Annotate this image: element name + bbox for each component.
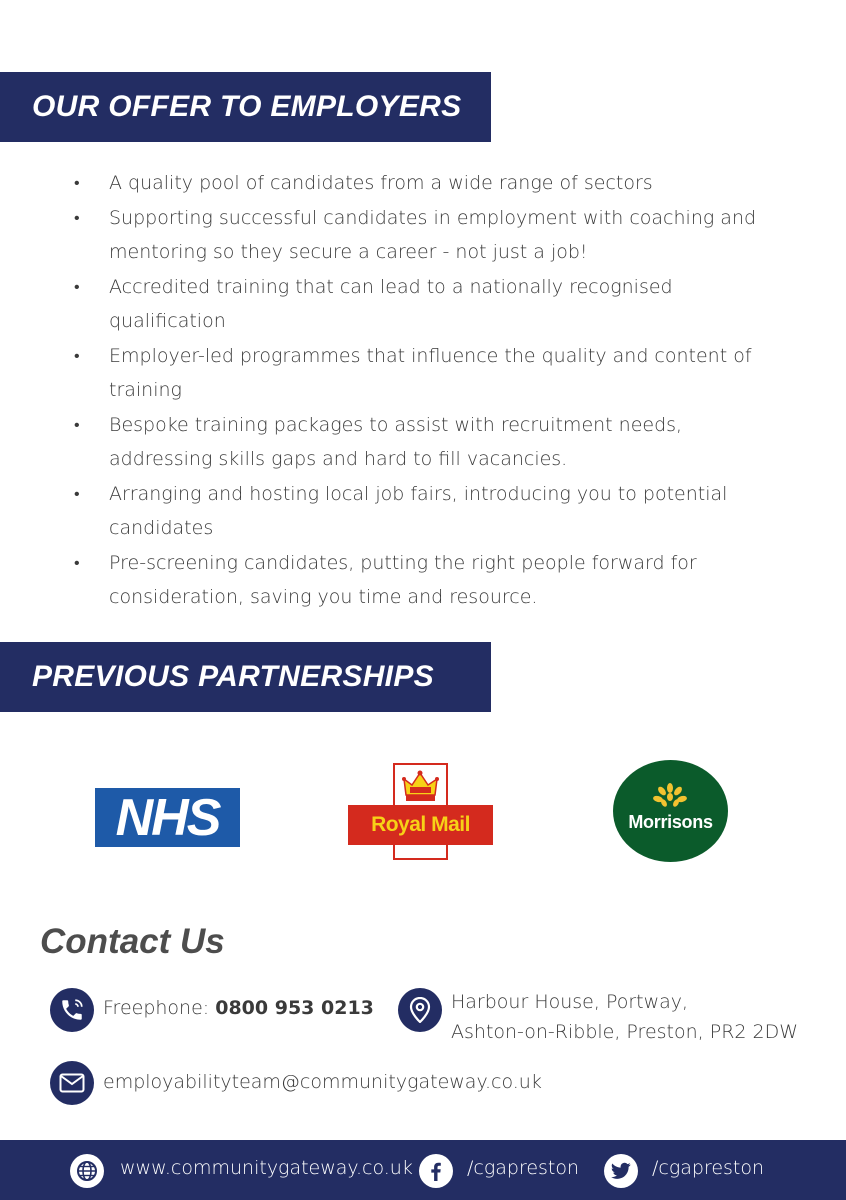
bullet-icon: • (74, 207, 80, 227)
map-pin-icon (398, 988, 442, 1032)
contact-title: Contact Us (40, 922, 225, 961)
email-address[interactable]: employabilityteam@communitygateway.co.uk (103, 1071, 542, 1093)
bullet-icon: • (74, 483, 80, 503)
offer-item-line: consideration, saving you time and resource. (109, 586, 538, 608)
phone-line (103, 997, 374, 1019)
offer-item-line: Employer-led programmes that influence the quality and content of (109, 344, 752, 367)
offer-heading: OUR OFFER TO EMPLOYERS (32, 90, 462, 123)
partners-heading: PREVIOUS PARTNERSHIPS (32, 660, 434, 693)
offer-list-item (70, 408, 790, 477)
globe-icon (70, 1154, 104, 1188)
royal-mail-logo-text: Royal Mail (371, 813, 470, 836)
bullet-icon: • (74, 552, 80, 572)
footer-website[interactable]: www.communitygateway.co.uk (120, 1157, 413, 1179)
phone-number[interactable]: 0800 953 0213 (215, 997, 374, 1019)
offer-item-line: A quality pool of candidates from a wide range of sectors (109, 172, 653, 194)
footer-twitter-handle[interactable]: /cgapreston (652, 1157, 765, 1179)
wheat-flower-icon (653, 782, 687, 812)
address-line-2: Ashton-on-Ribble, Preston, PR2 2DW (451, 1021, 799, 1043)
bullet-icon: • (74, 173, 80, 192)
nhs-logo-text: NHS (115, 788, 220, 847)
partners-heading-banner (0, 642, 491, 712)
morrisons-logo-text: Morrisons (628, 812, 713, 832)
offer-item-line: addressing skills gaps and hard to fill vacancies. (109, 448, 568, 470)
offer-list-item (70, 270, 790, 339)
email-icon (50, 1061, 94, 1105)
offer-list (70, 166, 790, 615)
crown-icon (400, 769, 441, 803)
nhs-logo (95, 788, 240, 847)
offer-list-item (70, 546, 790, 615)
offer-item-line: candidates (109, 517, 214, 539)
offer-list-item (70, 477, 790, 546)
offer-item-line: Supporting successful candidates in employment with coaching and (109, 206, 757, 229)
phone-label: Freephone: (103, 997, 210, 1019)
facebook-icon[interactable] (419, 1154, 453, 1188)
offer-list-item (70, 166, 790, 201)
bullet-icon: • (74, 276, 80, 296)
offer-list-item (70, 201, 790, 270)
offer-item-line: Pre-screening candidates, putting the right people forward for (109, 551, 697, 574)
royal-mail-logo (348, 763, 493, 860)
morrisons-logo (613, 760, 728, 862)
offer-item-line: Bespoke training packages to assist with recruitment needs, (109, 413, 683, 436)
phone-icon (50, 988, 94, 1032)
offer-item-line: mentoring so they secure a career - not just a job! (109, 241, 588, 263)
offer-item-line: Accredited training that can lead to a nationally recognised (109, 275, 673, 298)
bullet-icon: • (74, 414, 80, 434)
offer-item-line: qualification (109, 310, 226, 332)
bullet-icon: • (74, 345, 80, 365)
footer-facebook-handle[interactable]: /cgapreston (467, 1157, 580, 1179)
offer-item-line: training (109, 379, 182, 401)
offer-item-line: Arranging and hosting local job fairs, introducing you to potential (109, 482, 728, 505)
address (451, 987, 798, 1047)
twitter-icon[interactable] (604, 1154, 638, 1188)
offer-heading-banner (0, 72, 491, 142)
offer-list-item (70, 339, 790, 408)
address-line-1: Harbour House, Portway, (451, 991, 689, 1013)
